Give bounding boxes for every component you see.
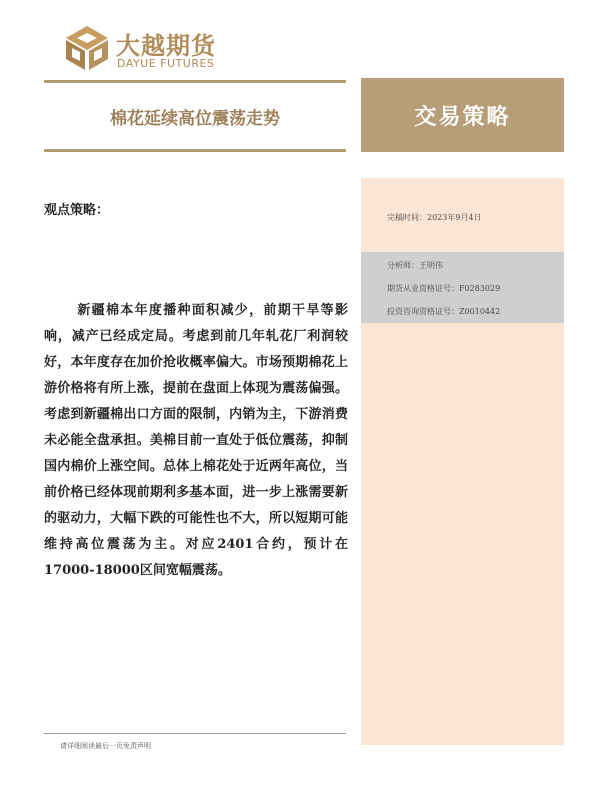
futures-license: 期货从业资格证号：F0283029 [387,284,501,293]
footer-disclaimer: 请详细阅读最后一页免责声明 [60,742,151,750]
category-label: 交易策略 [414,104,511,130]
dayue-logo-icon [64,24,110,72]
report-title: 棉花延续高位震荡走势 [110,109,280,129]
title-top-rule [44,80,346,83]
analyst-block [361,252,564,323]
info-sidebar [361,178,564,745]
brand-name-cn: 大越期货 [116,32,216,60]
title-bottom-rule [44,149,346,152]
brand-name-en: DAYUE FUTURES [117,57,215,70]
category-banner [361,78,564,152]
strategy-text: 新疆棉本年度播种面积减少，前期干旱等影响，减产已经成定局。考虑到前几年轧花厂利润较好，本年度存在加价抢收概率偏大。市场预期棉花上游价格将有所上涨，提前在盘面上体现为震荡偏强。考虑到新疆棉出口方面的限制，内销为主，下游消费未必能全盘承担。美棉目前一直处于低位震荡，抑制国内棉价上涨空间。总体上棉花处于近两年高位，当前价格已经体现前期利多基本面，进一步上涨需要新的驱动力，大幅下跌的可能性也不大，所以短期可能维持高位震荡为主。对应2401合约，预计在17000-18000区间宽幅震荡。 [44,303,348,578]
section-heading: 观点策略： [44,203,110,218]
footer-rule [44,733,346,734]
completion-time: 完稿时间：2023年9月4日 [387,213,482,222]
brand-logo [64,24,244,72]
analyst-name: 分析师：王明伟 [387,261,443,270]
investment-license: 投资咨询资格证号：Z0010442 [387,307,501,316]
strategy-paragraph [44,298,348,584]
